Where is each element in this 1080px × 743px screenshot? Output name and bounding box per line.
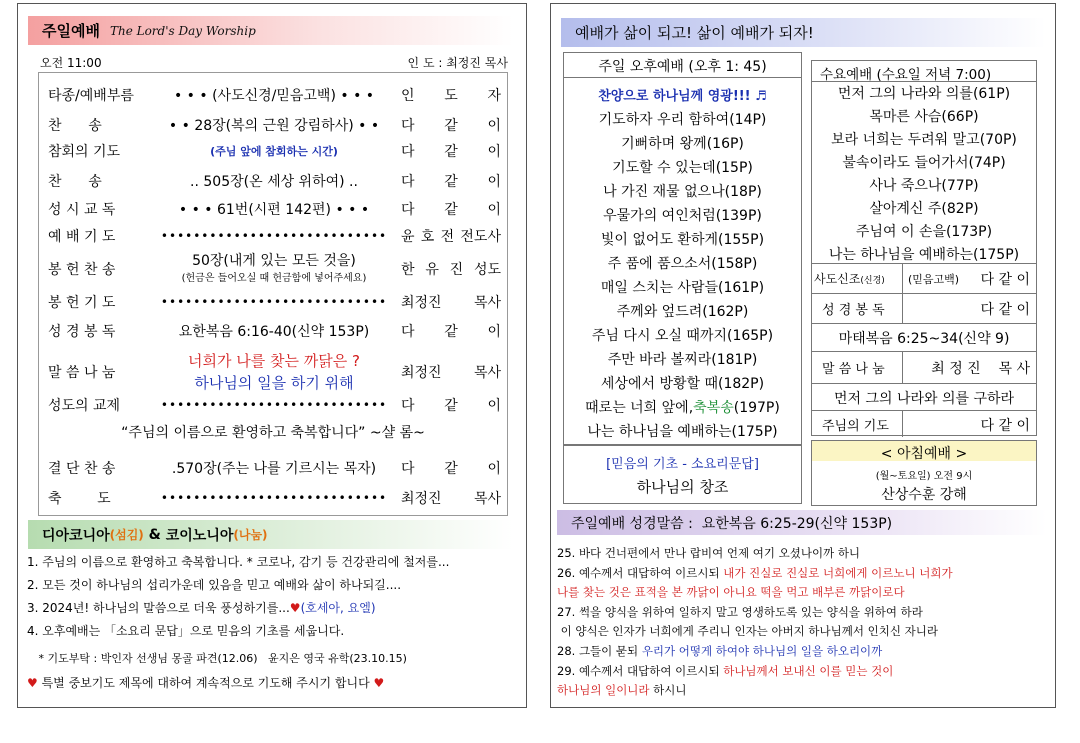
greeting-row <box>39 420 507 444</box>
verse-26: 26. 예수께서 대답하여 이르시되 내가 진실로 진실로 너희에게 이르노니 너희가 <box>557 565 953 580</box>
koinonia-amp: & <box>143 526 166 543</box>
verse-25: 25. 바다 건너편에서 만나 랍비여 언제 여기 오셨나이까 하니 <box>557 546 861 560</box>
prayer-request: * 기도부탁 : 박인자 선생님 몽골 파견(12.06) 윤지은 영국 유학(23.10.15) <box>35 652 407 665</box>
notice-item: 1. 주님의 이름으로 환영하고 축복합니다. * 코로나, 감기 등 건강관리에 철저를... <box>27 555 450 569</box>
koinonia-title-b: 코이노니아 <box>165 527 234 544</box>
verse-29-cont: 하나님의 일이니라 하시니 <box>557 683 687 698</box>
order-row <box>39 224 507 248</box>
praise-song: 우물가의 여인처럼(139P) <box>603 208 762 224</box>
closing-line: ♥ 특별 중보기도 제목에 대하여 계속적으로 기도해 주시기 합니다 ♥ <box>27 676 385 690</box>
scripture-title: 주일예배 성경말씀 : 요한복음 6:25-29(신약 153P) <box>571 515 893 532</box>
koinonia-title-a: 디아코니아 <box>42 527 110 544</box>
prayer-lead: 다 같 이 <box>980 418 1030 434</box>
catechism-title: [믿음의 기초 - 소요리문답] <box>606 457 759 472</box>
verse-28: 28. 그들이 묻되 우리가 어떻게 하여야 하나님의 일을 하오리이까 <box>557 643 883 658</box>
wednesday-sermon-title: 먼저 그의 나라와 의를 구하라 <box>833 391 1015 407</box>
order-lead: 다 같 이 <box>401 398 501 414</box>
prayer-label: 주님의 기도 <box>822 419 889 434</box>
wednesday-song: 불속이라도 들어가서(74P) <box>842 155 1006 171</box>
order-content: 50장(내게 있는 모든 것을) (헌금은 들어오실 때 헌금함에 넣어주세요) <box>139 252 409 288</box>
order-content: • • • 61번(시편 142편) • • • <box>178 202 370 218</box>
order-lead: 윤 호 전 전도사 <box>401 229 501 245</box>
notice-item: 2. 모든 것이 하나님의 섭리가운데 있음을 믿고 예배와 삶이 하나되길.... <box>27 578 402 592</box>
header-subtitle: The Lord's Day Worship <box>109 23 256 38</box>
afternoon-service-box <box>563 52 802 445</box>
order-row <box>39 393 507 417</box>
order-content: • • 28장(복의 근원 강림하사) • • <box>168 118 380 134</box>
order-name: 찬 송 <box>48 118 102 134</box>
order-name: 축 도 <box>48 491 111 507</box>
order-name: 참회의 기도 <box>48 144 121 160</box>
order-row <box>39 139 507 163</box>
order-row <box>39 197 507 221</box>
order-row <box>39 290 507 314</box>
sermon-label: 말 씀 나 눔 <box>822 362 885 377</box>
notice-item: 4. 오후예배는 「소요리 문답」으로 믿음의 기초를 세웁니다. <box>27 624 345 638</box>
praise-song: 매일 스치는 사람들(161P) <box>600 280 765 296</box>
order-lead: 다 같 이 <box>401 324 501 340</box>
service-time: 오전 11:00 <box>40 56 102 70</box>
creed-label: 사도신조(신경) <box>814 272 885 286</box>
creed-mid: (믿음고백) <box>908 273 960 286</box>
order-content: 요한복음 6:16-40(신약 153P) <box>178 324 370 340</box>
praise-song: 빛이 없어도 환하게(155P) <box>600 232 765 248</box>
time-leader-line <box>40 54 508 71</box>
praise-song: 때로는 너희 앞에,축복송(197P) <box>585 400 780 416</box>
praise-song: 세상에서 방황할 때(182P) <box>600 376 765 392</box>
verse-26-cont: 나를 찾는 것은 표적을 본 까닭이 아니요 떡을 먹고 배부른 까닭이로다 <box>557 585 905 600</box>
verse-27-cont: 이 양식은 인자가 너희에게 주리니 인자는 아버지 하나님께서 인치신 자니라 <box>557 624 938 639</box>
praise-song: 나는 하나님을 예배하는(175P) <box>587 424 778 440</box>
greeting-text: “주님의 이름으로 환영하고 축복합니다” ~샬 롬~ <box>121 425 425 441</box>
notice-item: 3. 2024년! 하나님의 말씀으로 더욱 풍성하기를...♥(호세아, 요엘) <box>27 601 376 615</box>
order-row <box>39 113 507 137</box>
koinonia-paren-a: (섬김) <box>109 528 144 542</box>
order-name: 말 씀 나 눔 <box>48 365 116 381</box>
order-row <box>39 250 507 288</box>
heart-icon: ♥ <box>27 676 42 690</box>
header-title: 주일예배 <box>42 22 100 40</box>
reading-passage: 마태복음 6:25~34(신약 9) <box>838 331 1010 347</box>
order-name: 찬 송 <box>48 174 102 190</box>
order-lead: 다 같 이 <box>401 118 501 134</box>
wednesday-song: 사나 죽으나(77P) <box>869 178 979 194</box>
morning-title: < 아침예배 > <box>880 446 968 462</box>
reading-label: 성 경 봉 독 <box>822 303 885 318</box>
service-leader: 인 도 : 최정진 목사 <box>407 56 508 70</box>
order-content: •••••••••••••••••••••••••••• <box>160 398 388 412</box>
order-lead: 다 같 이 <box>401 202 501 218</box>
order-content: •••••••••••••••••••••••••••• <box>160 491 388 505</box>
wednesday-song: 살아계신 주(82P) <box>869 201 979 217</box>
praise-song: 주님 다시 오실 때까지(165P) <box>591 328 774 344</box>
koinonia-paren-b: (나눔) <box>233 528 268 542</box>
order-content: •••••••••••••••••••••••••••• <box>160 229 388 243</box>
order-lead: 다 같 이 <box>401 144 501 160</box>
heart-icon: ♥ <box>289 601 301 615</box>
koinonia-header <box>28 520 513 549</box>
scripture-header <box>557 510 1047 535</box>
order-lead: 최정진 목사 <box>401 491 501 507</box>
order-content: •••••••••••••••••••••••••••• <box>160 295 388 309</box>
order-row <box>39 83 507 107</box>
order-row <box>39 456 507 480</box>
order-name: 성도의 교제 <box>48 398 121 414</box>
praise-title: 찬양으로 하나님께 영광!!! ♬ <box>598 89 767 104</box>
wednesday-song: 먼저 그의 나라와 의를(61P) <box>837 86 1011 102</box>
wednesday-song: 주님여 이 손을(173P) <box>855 224 993 240</box>
creed-lead: 다 같 이 <box>980 272 1030 288</box>
sermon-title: 너희가 나를 찾는 까닭은 ? 하나님의 일을 하기 위해 <box>188 352 360 392</box>
motto-header <box>561 18 1046 47</box>
order-row <box>39 319 507 343</box>
order-name: 타종/예배부름 <box>48 88 134 104</box>
reading-lead: 다 같 이 <box>980 302 1030 318</box>
order-lead: 최정진 목사 <box>401 295 501 311</box>
praise-song: 기도하자 우리 함하여(14P) <box>598 112 767 128</box>
afternoon-title: 주일 오후예배 (오후 1: 45) <box>598 59 767 75</box>
praise-song: 주께와 엎드려(162P) <box>616 304 749 320</box>
order-lead: 인 도 자 <box>401 88 501 104</box>
morning-name: 산상수훈 강해 <box>881 487 967 503</box>
order-content: • • • (사도신경/믿음고백) • • • <box>173 88 375 104</box>
sermon-lead: 최 정 진 목 사 <box>931 361 1030 377</box>
order-content: .. 505장(온 세상 위하여) .. <box>190 174 358 190</box>
praise-song: 나 가진 재물 없으나(18P) <box>603 184 762 200</box>
catechism-topic: 하나님의 창조 <box>636 478 729 496</box>
praise-song: 기도할 수 있는데(15P) <box>612 160 753 176</box>
morning-service-box <box>811 440 1037 506</box>
morning-time: (월~토요일) 오전 9시 <box>875 471 973 482</box>
motto-text: 예배가 삶이 되고! 삶이 예배가 되자! <box>575 24 814 42</box>
order-lead: 다 같 이 <box>401 174 501 190</box>
order-name: 결 단 찬 송 <box>48 461 116 477</box>
left-page <box>17 3 527 708</box>
praise-song: 주 품에 품으소서(158P) <box>607 256 758 272</box>
wednesday-title: 수요예배 (수요일 저녁 7:00) <box>820 67 992 83</box>
praise-song: 기뻐하며 왕께(16P) <box>621 136 744 152</box>
order-name: 봉 헌 찬 송 <box>48 262 116 278</box>
wednesday-service-box <box>811 60 1037 436</box>
offering-note: (헌금은 들어오실 때 헌금함에 넣어주세요) <box>181 273 367 284</box>
order-content: .570장(주는 나를 기르시는 목자) <box>171 461 377 477</box>
right-page <box>550 3 1056 708</box>
wednesday-song: 나는 하나님을 예배하는(175P) <box>828 247 1020 263</box>
order-of-worship <box>38 72 508 516</box>
sunday-worship-header <box>28 16 513 45</box>
order-content: (주님 앞에 참회하는 시간) <box>210 145 338 158</box>
verse-27: 27. 썩을 양식을 위하여 일하지 말고 영생하도록 있는 양식을 위하여 하라 <box>557 604 923 619</box>
scripture-text <box>557 544 1049 701</box>
order-name: 예 배 기 도 <box>48 229 116 245</box>
verse-29: 29. 예수께서 대답하여 이르시되 하나님께서 보내신 이를 믿는 것이 <box>557 663 894 678</box>
wednesday-song: 목마른 사슴(66P) <box>869 109 979 125</box>
order-row <box>39 169 507 193</box>
order-row <box>39 347 507 397</box>
wednesday-song: 보라 너희는 두려워 말고(70P) <box>831 132 1017 148</box>
order-name: 봉 헌 기 도 <box>48 295 116 311</box>
order-name: 성 경 봉 독 <box>48 324 116 340</box>
order-lead: 최정진 목사 <box>401 365 501 381</box>
order-lead: 한 유 진 성도 <box>401 262 501 278</box>
order-row <box>39 486 507 510</box>
praise-song: 주만 바라 볼찌라(181P) <box>607 352 758 368</box>
order-lead: 다 같 이 <box>401 461 501 477</box>
order-name: 성 시 교 독 <box>48 202 116 218</box>
catechism-box <box>563 445 802 504</box>
heart-icon: ♥ <box>369 676 385 690</box>
notice-list <box>27 551 518 695</box>
